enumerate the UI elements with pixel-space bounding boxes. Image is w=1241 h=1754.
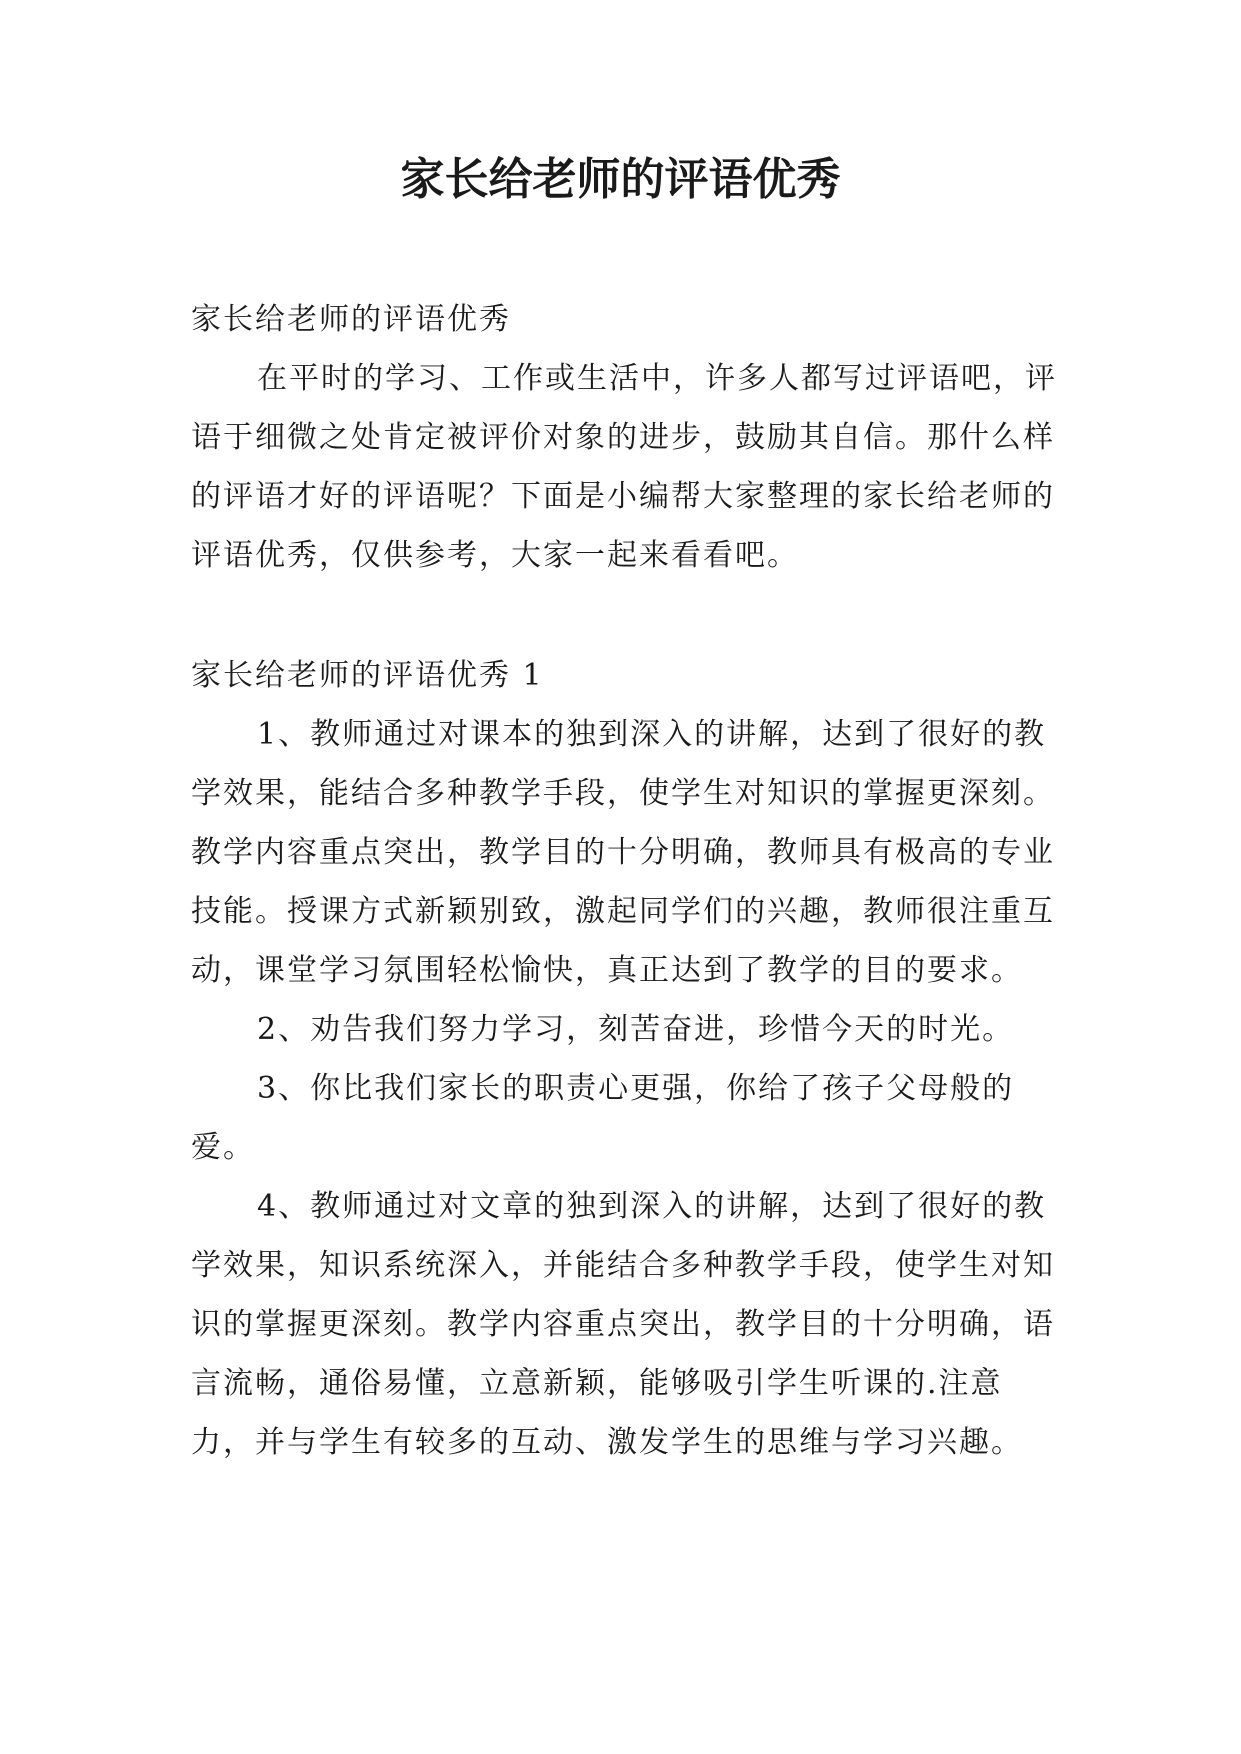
intro-heading: 家长给老师的评语优秀 — [191, 302, 511, 337]
list-item: 3、你比我们家长的职责心更强，你给了孩子父母般的爱。 — [191, 1071, 1015, 1165]
section-heading-1: 家长给老师的评语优秀 1 — [191, 658, 544, 693]
document-body — [191, 290, 1061, 1472]
list-item: 1、教师通过对课本的独到深入的讲解，达到了很好的教学效果，能结合多种教学手段，使学生对知识的掌握更深刻。教学内容重点突出，教学目的十分明确，教师具有极高的专业技能。授课方式新颖别致，激起同学们的兴趣，教师很注重互动，课堂学习氛围轻松愉快，真正达到了教学的目的要求。 — [191, 717, 1055, 988]
section-spacer — [191, 585, 1061, 646]
list-item: 4、教师通过对文章的独到深入的讲解，达到了很好的教学效果，知识系统深入，并能结合多种教学手段，使学生对知识的掌握更深刻。教学内容重点突出，教学目的十分明确，语言流畅，通俗易懂，立意新颖，能够吸引学生听课的.注意力，并与学生有较多的互动、激发学生的思维与学习兴趣。 — [191, 1189, 1055, 1460]
document-title: 家长给老师的评语优秀 — [400, 154, 841, 205]
intro-paragraph: 在平时的学习、工作或生活中，许多人都写过评语吧，评语于细微之处肯定被评价对象的进步，鼓励其自信。那什么样的评语才好的评语呢？下面是小编帮大家整理的家长给老师的评语优秀，仅供参考，大家一起来看看吧。 — [191, 361, 1057, 573]
list-item: 2、劝告我们努力学习，刻苦奋进，珍惜今天的时光。 — [257, 1012, 1015, 1047]
